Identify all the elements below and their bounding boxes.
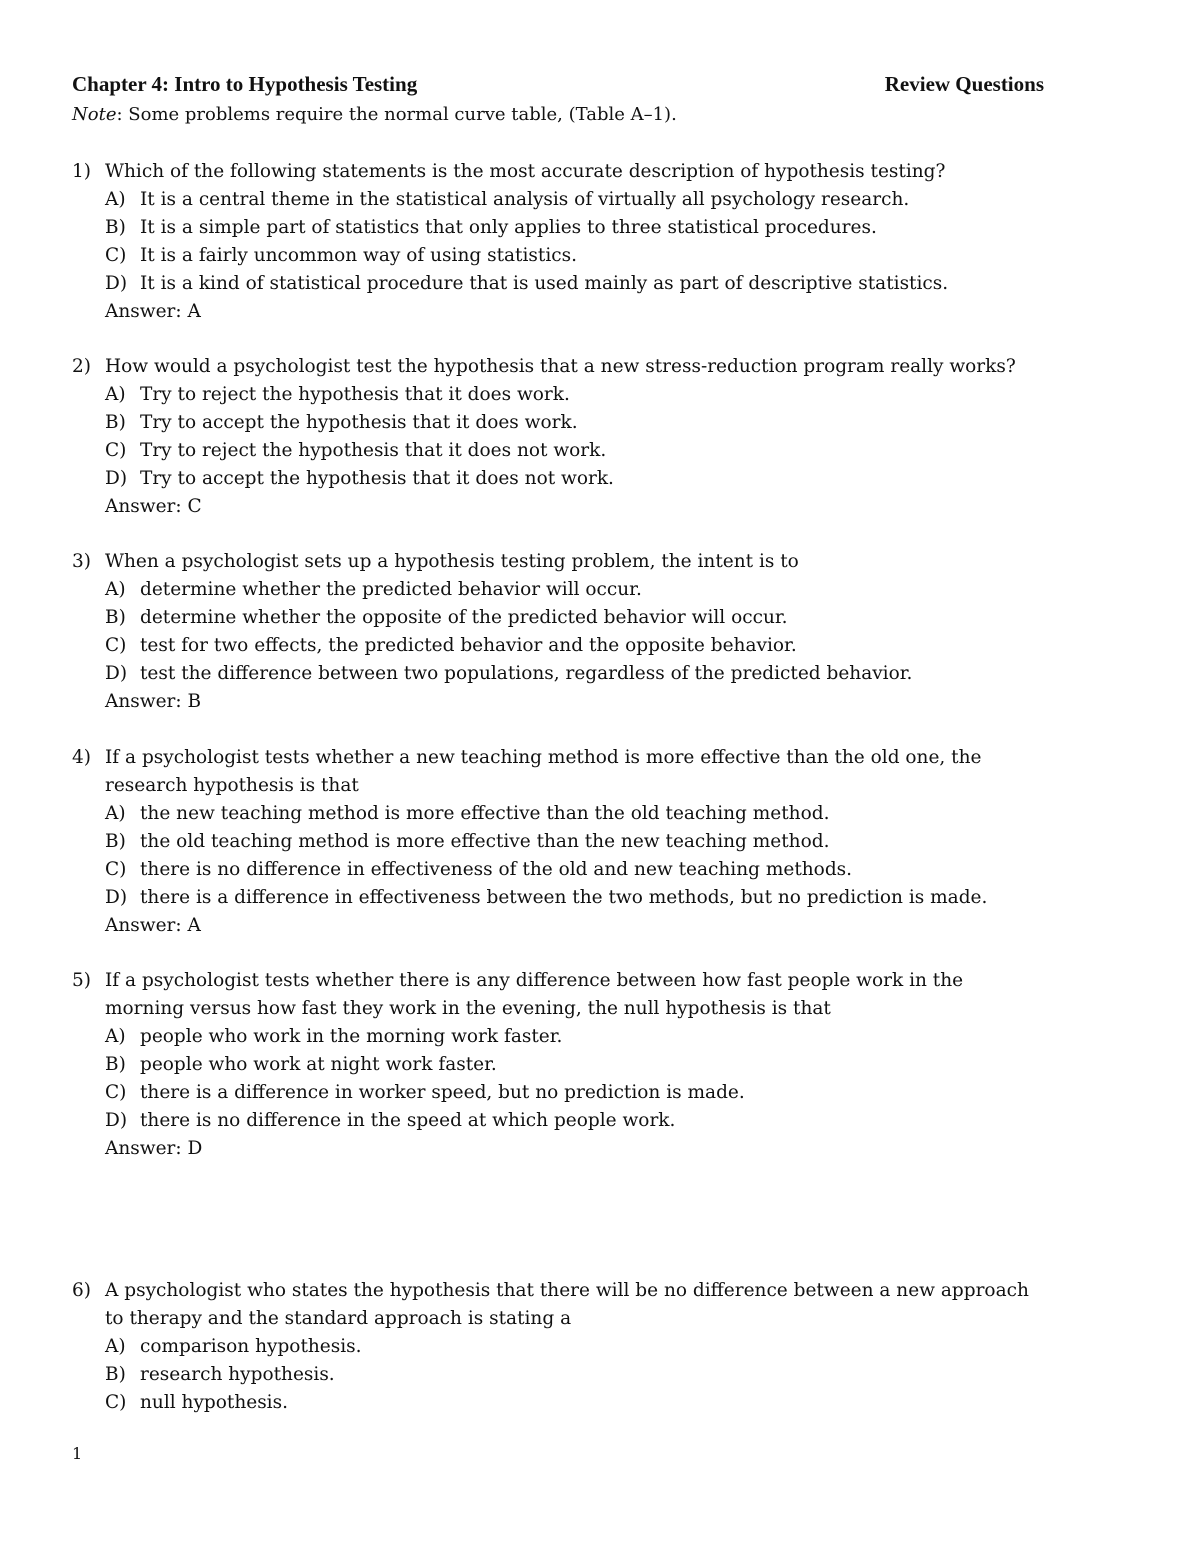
option-c xyxy=(72,437,1132,465)
option-text: people who work in the morning work faster. xyxy=(140,1026,563,1047)
option-letter: A) xyxy=(105,1026,126,1047)
option-text: It is a simple part of statistics that only applies to three statistical procedures. xyxy=(140,217,877,238)
answer-key: Answer: C xyxy=(105,496,202,517)
option-letter: A) xyxy=(105,1336,126,1357)
option-text: there is no difference in effectiveness of the old and new teaching methods. xyxy=(140,859,853,880)
option-c xyxy=(72,1389,1132,1417)
option-text: Try to reject the hypothesis that it does not work. xyxy=(140,440,607,461)
option-text: the old teaching method is more effective than the new teaching method. xyxy=(140,831,830,852)
option-letter: C) xyxy=(105,859,127,880)
option-d xyxy=(72,1107,1132,1135)
option-a xyxy=(72,800,1132,828)
option-text: the new teaching method is more effective than the old teaching method. xyxy=(140,803,830,824)
note-line xyxy=(72,101,677,129)
option-letter: B) xyxy=(105,1364,126,1385)
option-letter: B) xyxy=(105,217,126,238)
option-text: there is a difference in effectiveness between the two methods, but no prediction is made. xyxy=(140,887,988,908)
option-text: Try to accept the hypothesis that it does work. xyxy=(140,412,578,433)
question-stem: When a psychologist sets up a hypothesis testing problem, the intent is to xyxy=(105,551,799,572)
option-c xyxy=(72,856,1132,884)
option-text: there is no difference in the speed at which people work. xyxy=(140,1110,676,1131)
question-number: 5) xyxy=(72,970,91,991)
option-letter: D) xyxy=(105,663,128,684)
option-b xyxy=(72,409,1132,437)
answer-key: Answer: A xyxy=(105,915,201,936)
question-stem-continued: research hypothesis is that xyxy=(105,775,359,796)
option-b xyxy=(72,214,1132,242)
option-letter: B) xyxy=(105,1054,126,1075)
option-a xyxy=(72,381,1132,409)
option-text: Try to reject the hypothesis that it does work. xyxy=(140,384,570,405)
option-text: test the difference between two populations, regardless of the predicted behavior. xyxy=(140,663,913,684)
question-number: 3) xyxy=(72,551,91,572)
question-1 xyxy=(72,158,1132,326)
answer-key: Answer: B xyxy=(105,691,202,712)
option-text: It is a fairly uncommon way of using statistics. xyxy=(140,245,577,266)
question-number: 6) xyxy=(72,1280,91,1301)
option-letter: D) xyxy=(105,887,128,908)
option-a xyxy=(72,576,1132,604)
option-letter: A) xyxy=(105,579,126,600)
option-letter: B) xyxy=(105,607,126,628)
question-stem: If a psychologist tests whether there is any difference between how fast people work in the xyxy=(105,970,964,991)
option-b xyxy=(72,828,1132,856)
option-text: people who work at night work faster. xyxy=(140,1054,497,1075)
option-letter: B) xyxy=(105,412,126,433)
option-text: determine whether the predicted behavior will occur. xyxy=(140,579,642,600)
option-a xyxy=(72,186,1132,214)
option-b xyxy=(72,1361,1132,1389)
question-stem-continued: morning versus how fast they work in the evening, the null hypothesis is that xyxy=(105,998,831,1019)
question-number: 4) xyxy=(72,747,91,768)
option-letter: C) xyxy=(105,1392,127,1413)
option-d xyxy=(72,660,1132,688)
option-b xyxy=(72,1051,1132,1079)
question-5 xyxy=(72,967,1132,1163)
option-d xyxy=(72,270,1132,298)
chapter-title: Chapter 4: Intro to Hypothesis Testing xyxy=(72,72,418,96)
answer-key: Answer: A xyxy=(105,301,201,322)
option-text: Try to accept the hypothesis that it does not work. xyxy=(140,468,614,489)
option-text: there is a difference in worker speed, but no prediction is made. xyxy=(140,1082,745,1103)
option-letter: D) xyxy=(105,273,128,294)
note-label: Note xyxy=(72,104,117,125)
question-stem-continued: to therapy and the standard approach is stating a xyxy=(105,1308,572,1329)
option-letter: C) xyxy=(105,440,127,461)
answer-key: Answer: D xyxy=(105,1138,203,1159)
note-text: : Some problems require the normal curve table, (Table A–1). xyxy=(116,104,677,125)
question-4 xyxy=(72,744,1132,940)
option-text: test for two effects, the predicted behavior and the opposite behavior. xyxy=(140,635,797,656)
question-6 xyxy=(72,1277,1132,1417)
option-c xyxy=(72,632,1132,660)
option-letter: D) xyxy=(105,1110,128,1131)
option-text: It is a kind of statistical procedure that is used mainly as part of descriptive statistics. xyxy=(140,273,949,294)
option-d xyxy=(72,465,1132,493)
option-text: comparison hypothesis. xyxy=(140,1336,362,1357)
option-letter: C) xyxy=(105,635,127,656)
option-letter: C) xyxy=(105,1082,127,1103)
option-text: determine whether the opposite of the predicted behavior will occur. xyxy=(140,607,788,628)
option-a xyxy=(72,1023,1132,1051)
option-letter: D) xyxy=(105,468,128,489)
option-text: null hypothesis. xyxy=(140,1392,288,1413)
option-letter: C) xyxy=(105,245,127,266)
question-stem: If a psychologist tests whether a new teaching method is more effective than the old one, the xyxy=(105,747,982,768)
option-c xyxy=(72,242,1132,270)
option-b xyxy=(72,604,1132,632)
section-label: Review Questions xyxy=(884,72,1044,96)
option-d xyxy=(72,884,1132,912)
question-stem: How would a psychologist test the hypothesis that a new stress-reduction program really works? xyxy=(105,356,1016,377)
option-letter: A) xyxy=(105,189,126,210)
question-number: 2) xyxy=(72,356,91,377)
question-stem: Which of the following statements is the most accurate description of hypothesis testing? xyxy=(105,161,946,182)
question-3 xyxy=(72,548,1132,716)
question-2 xyxy=(72,353,1132,521)
option-letter: B) xyxy=(105,831,126,852)
page-number: 1 xyxy=(72,1444,83,1463)
option-a xyxy=(72,1333,1132,1361)
option-c xyxy=(72,1079,1132,1107)
question-stem: A psychologist who states the hypothesis that there will be no difference between a new approach xyxy=(105,1280,1029,1301)
question-number: 1) xyxy=(72,161,91,182)
page-header xyxy=(72,70,1044,100)
option-text: It is a central theme in the statistical analysis of virtually all psychology research. xyxy=(140,189,910,210)
option-letter: A) xyxy=(105,384,126,405)
option-letter: A) xyxy=(105,803,126,824)
option-text: research hypothesis. xyxy=(140,1364,335,1385)
